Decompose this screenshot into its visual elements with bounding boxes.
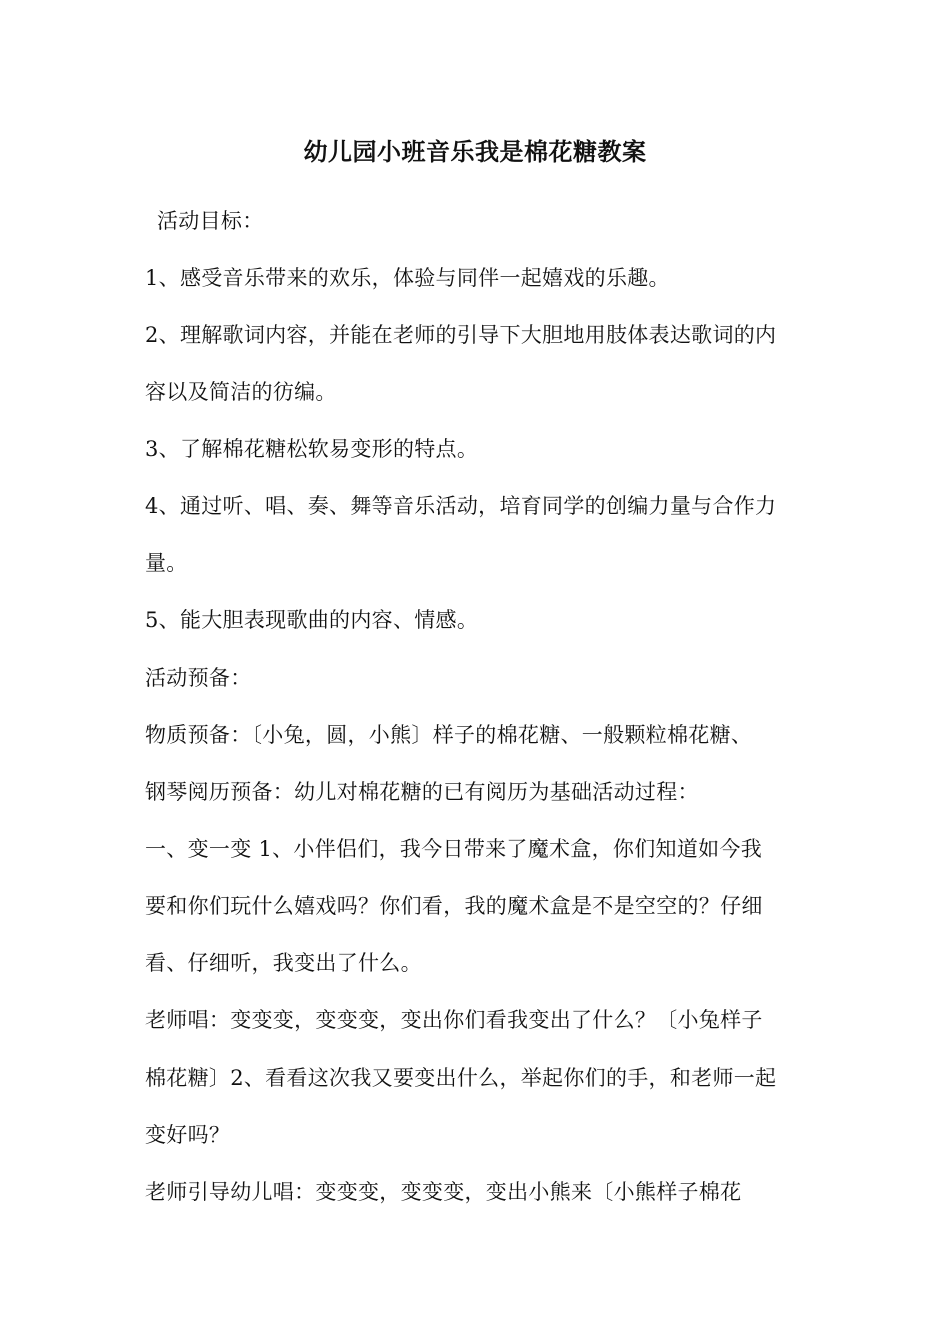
section-heading-prep: 活动预备： (145, 666, 252, 690)
paragraph-line: 钢琴阅历预备：幼儿对棉花糖的已有阅历为基础活动过程： (145, 780, 699, 804)
paragraph-line: 要和你们玩什么嬉戏吗？你们看，我的魔术盒是不是空空的？仔细 (145, 894, 763, 918)
paragraph-line: 容以及简洁的彷编。 (145, 380, 337, 404)
paragraph-line: 3、了解棉花糖松软易变形的特点。 (145, 437, 479, 461)
paragraph-line: 看、仔细听，我变出了什么。 (145, 951, 422, 975)
paragraph-line: 2、理解歌词内容，并能在老师的引导下大胆地用肢体表达歌词的内 (145, 323, 777, 347)
paragraph-line: 物质预备：〔小兔，圆，小熊〕样子的棉花糖、一般颗粒棉花糖、 (145, 723, 753, 747)
paragraph-line: 变好吗？ (145, 1123, 231, 1147)
paragraph-line: 棉花糖〕2、看看这次我又要变出什么，举起你们的手，和老师一起 (145, 1066, 777, 1090)
paragraph-line: 1、感受音乐带来的欢乐，体验与同伴一起嬉戏的乐趣。 (145, 266, 670, 290)
paragraph-line: 老师引导幼儿唱：变变变，变变变，变出小熊来〔小熊样子棉花 (145, 1180, 742, 1204)
paragraph-line: 老师唱：变变变，变变变，变出你们看我变出了什么？〔小兔样子 (145, 1008, 763, 1032)
section-heading-goals: 活动目标： (157, 209, 264, 233)
paragraph-line: 4、通过听、唱、奏、舞等音乐活动，培育同学的创编力量与合作力 (145, 494, 777, 518)
paragraph-line: 量。 (145, 551, 188, 575)
paragraph-line: 5、能大胆表现歌曲的内容、情感。 (145, 608, 479, 632)
paragraph-line: 一、变一变 1、小伴侣们，我今日带来了魔术盒，你们知道如今我 (145, 837, 763, 861)
document-title: 幼儿园小班音乐我是棉花糖教案 (303, 138, 647, 166)
